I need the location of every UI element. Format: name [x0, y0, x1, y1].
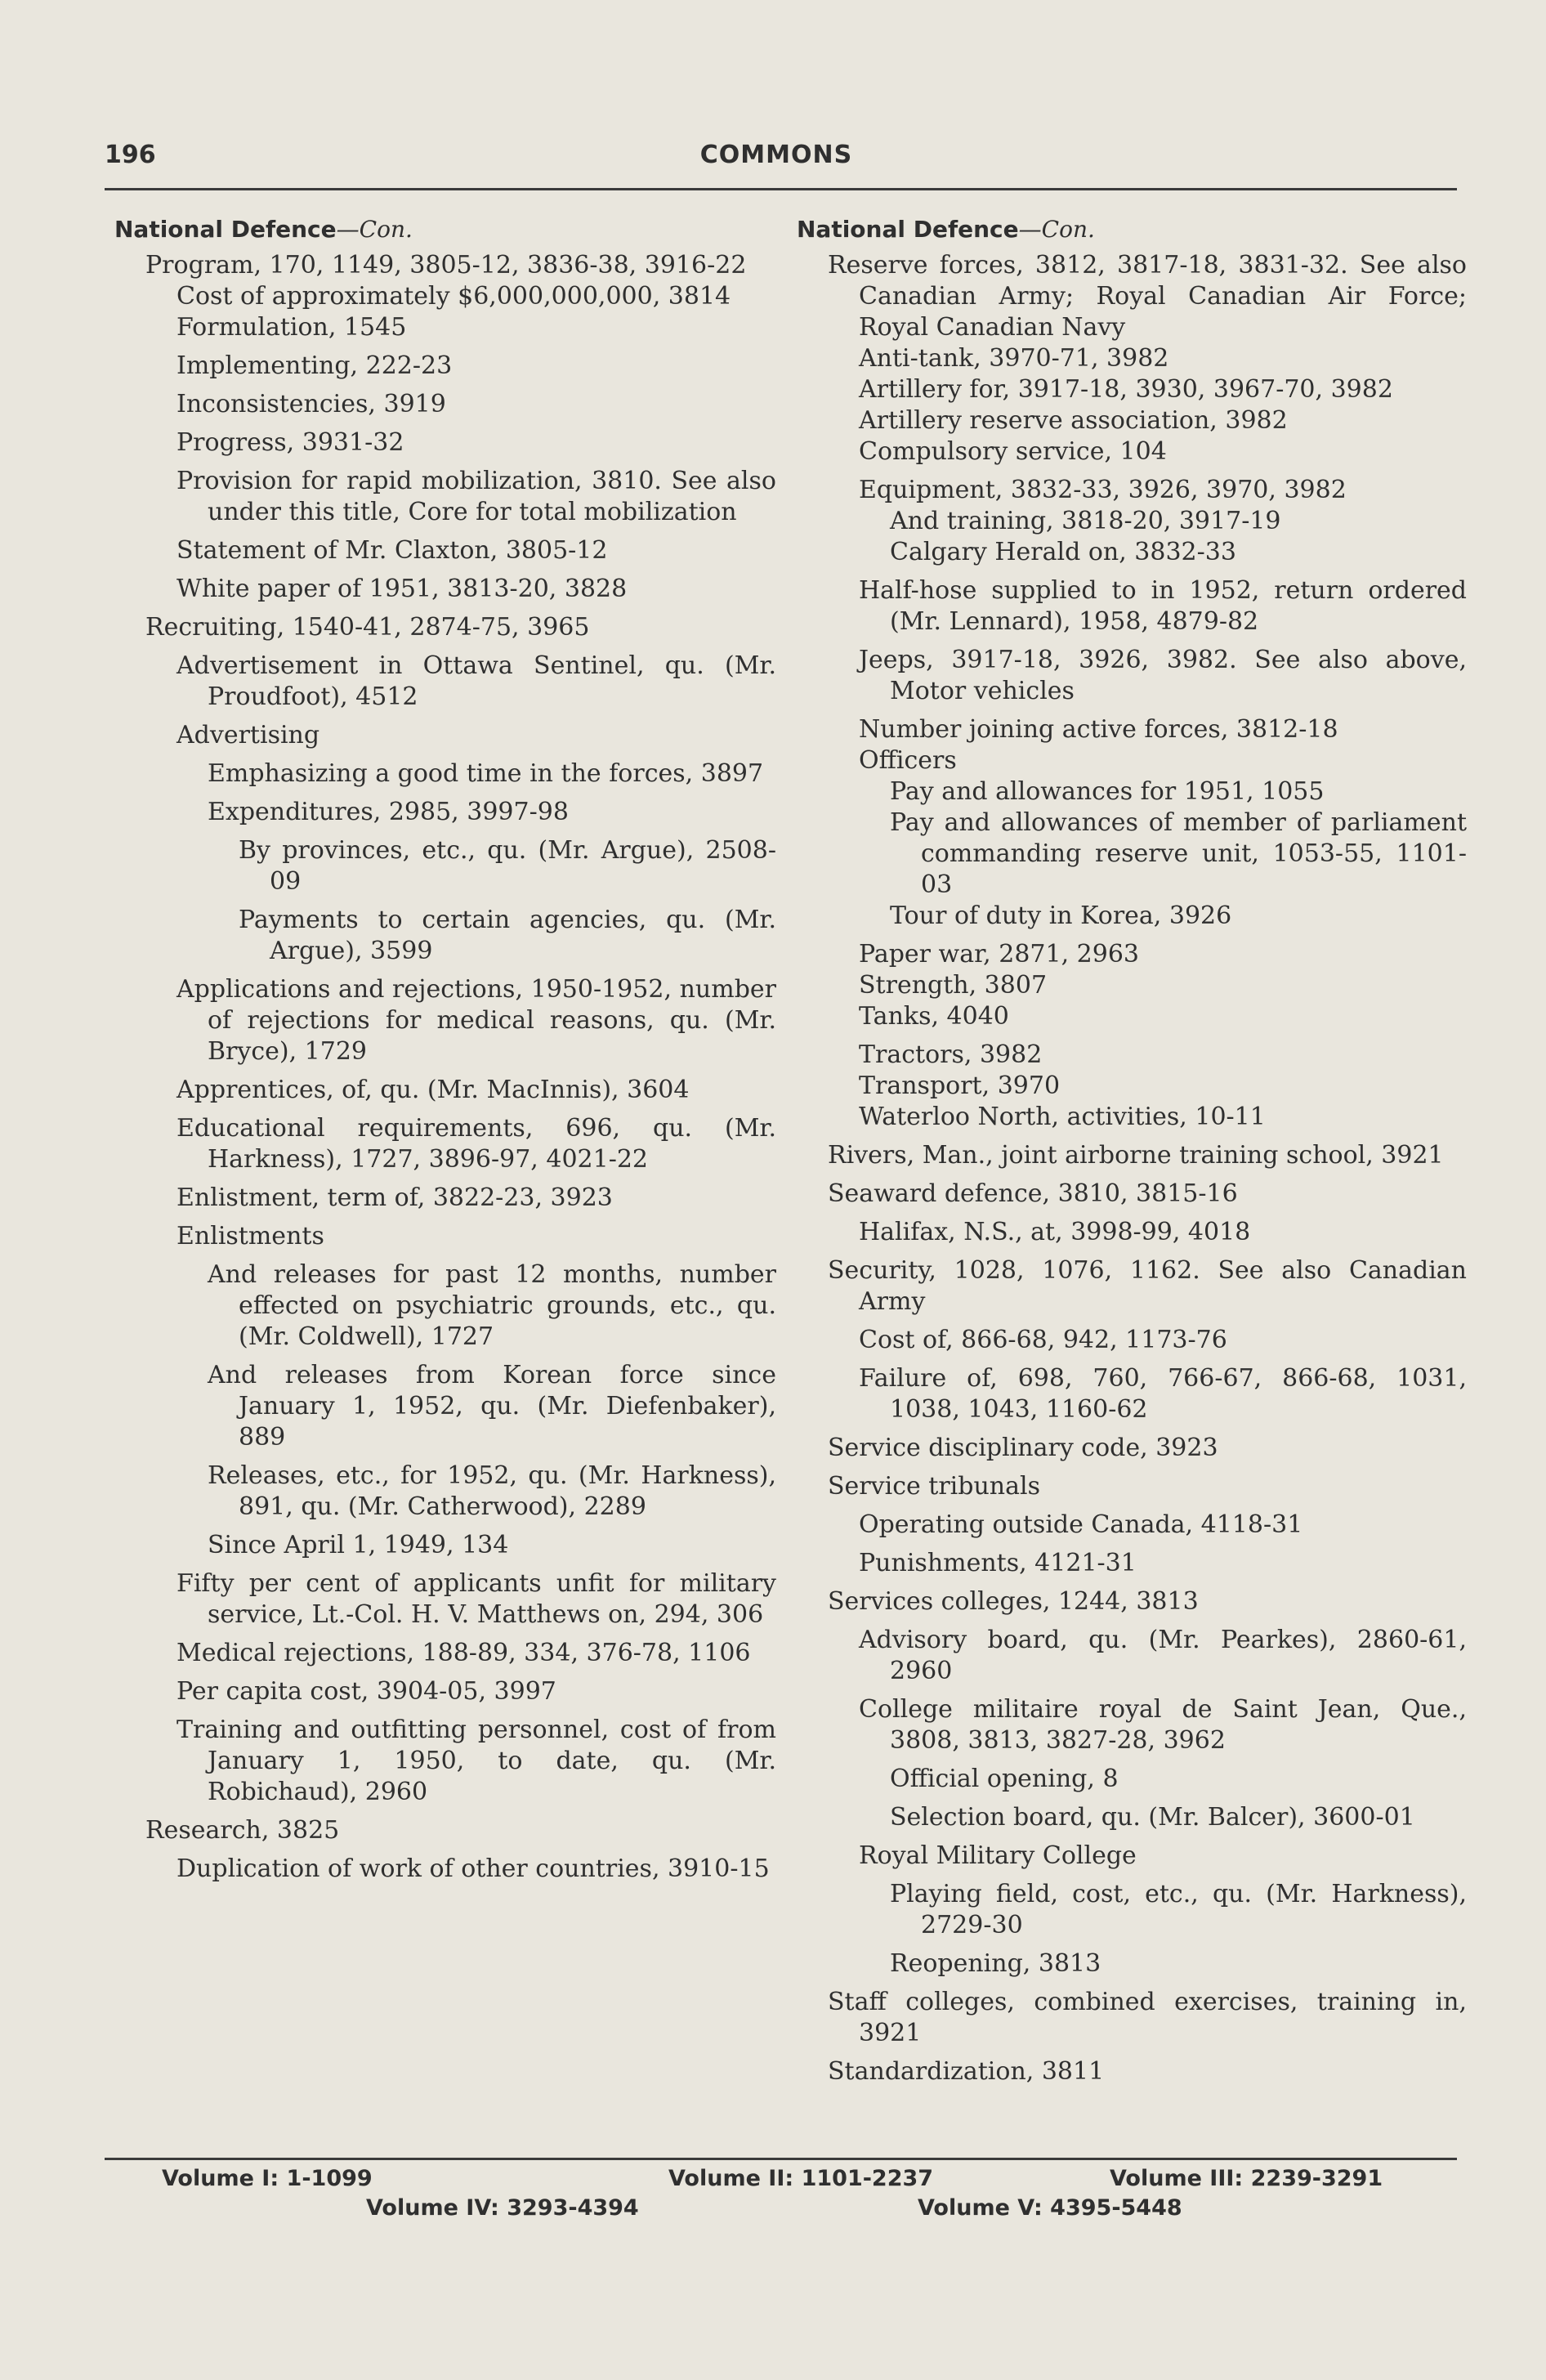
index-entry: Compulsory service, 104 [859, 437, 1167, 466]
index-entry: Training and outfitting personnel, cost of from January 1, 1950, to date, qu. (Mr. Robichaud), 2960 [176, 1716, 776, 1806]
index-entry: Halifax, N.S., at, 3998-99, 4018 [859, 1218, 1251, 1246]
index-entry: Reopening, 3813 [890, 1949, 1101, 1978]
index-entry: Failure of, 698, 760, 766-67, 866-68, 1031, 1038, 1043, 1160-62 [859, 1364, 1467, 1424]
index-entry: Duplication of work of other countries, 3910-15 [176, 1854, 770, 1883]
index-entry: And training, 3818-20, 3917-19 [890, 507, 1281, 535]
index-entry: Reserve forces, 3812, 3817-18, 3831-32. See also Canadian Army; Royal Canadian Air Force; Royal Canadian Navy [828, 251, 1467, 342]
index-entry: Inconsistencies, 3919 [176, 390, 446, 418]
index-entry: Rivers, Man., joint airborne training school, 3921 [828, 1141, 1444, 1170]
index-entry: Officers [859, 746, 957, 775]
index-entry: Research, 3825 [145, 1816, 340, 1845]
index-entry: Cost of, 866-68, 942, 1173-76 [859, 1326, 1227, 1354]
page-number: 196 [105, 141, 156, 169]
index-entry: Royal Military College [859, 1841, 1137, 1870]
index-entry: Implementing, 222-23 [176, 351, 453, 380]
index-entry: Program, 170, 1149, 3805-12, 3836-38, 3916-22 [145, 251, 747, 280]
index-entry: Equipment, 3832-33, 3926, 3970, 3982 [859, 476, 1347, 504]
section-heading [797, 214, 1467, 245]
index-entry: Paper war, 2871, 2963 [859, 940, 1140, 969]
index-entry: Medical rejections, 188-89, 334, 376-78, 1106 [176, 1639, 751, 1667]
index-entry: Waterloo North, activities, 10-11 [859, 1103, 1266, 1131]
index-entry: By provinces, etc., qu. (Mr. Argue), 2508-09 [239, 836, 776, 896]
index-entry: Formulation, 1545 [176, 313, 407, 342]
index-entry: Tour of duty in Korea, 3926 [890, 901, 1232, 930]
index-column-right [797, 214, 1467, 2095]
section-heading [114, 214, 776, 245]
index-entry: Tanks, 4040 [859, 1002, 1009, 1031]
index-entry: Service disciplinary code, 3923 [828, 1434, 1218, 1462]
index-column-left [114, 214, 776, 1892]
index-entry: Advertisement in Ottawa Sentinel, qu. (Mr. Proudfoot), 4512 [176, 651, 776, 711]
index-entry: Progress, 3931-32 [176, 428, 404, 457]
index-entry: Recruiting, 1540-41, 2874-75, 3965 [145, 613, 590, 642]
index-entry: Emphasizing a good time in the forces, 3897 [208, 759, 764, 788]
index-entry: Playing field, cost, etc., qu. (Mr. Harkness), 2729-30 [890, 1880, 1467, 1939]
index-entry: Half-hose supplied to in 1952, return ordered (Mr. Lennard), 1958, 4879-82 [859, 576, 1467, 636]
index-entry: Advertising [176, 721, 320, 749]
index-entry: White paper of 1951, 3813-20, 3828 [176, 575, 628, 603]
index-entry: Payments to certain agencies, qu. (Mr. Argue), 3599 [239, 906, 776, 965]
index-entry: Staff colleges, combined exercises, training in, 3921 [828, 1988, 1467, 2047]
continued-mark: —Con. [1018, 216, 1095, 243]
index-entry: Artillery for, 3917-18, 3930, 3967-70, 3982 [859, 375, 1393, 404]
index-entry: Transport, 3970 [859, 1071, 1061, 1100]
index-entry: Jeeps, 3917-18, 3926, 3982. See also above, Motor vehicles [859, 646, 1467, 705]
index-entry: Applications and rejections, 1950-1952, number of rejections for medical reasons, qu. (Mr. Bryce), 1729 [176, 975, 776, 1066]
volume-2-range: Volume II: 1101-2237 [668, 2166, 934, 2191]
index-entry: And releases for past 12 months, number effected on psychiatric grounds, etc., qu. (Mr. Coldwell), 1727 [208, 1260, 776, 1351]
index-entry: Enlistments [176, 1222, 324, 1250]
index-entry: Statement of Mr. Claxton, 3805-12 [176, 536, 608, 565]
section-heading-text: National Defence [114, 216, 337, 243]
volume-5-range: Volume V: 4395-5448 [918, 2195, 1182, 2221]
footer-rule [105, 2158, 1457, 2160]
index-entry: Per capita cost, 3904-05, 3997 [176, 1677, 556, 1706]
index-entry: And releases from Korean force since January 1, 1952, qu. (Mr. Diefenbaker), 889 [208, 1361, 776, 1452]
index-entry: Strength, 3807 [859, 971, 1048, 1000]
index-entry: Expenditures, 2985, 3997-98 [208, 798, 569, 826]
index-entry: Advisory board, qu. (Mr. Pearkes), 2860-61, 2960 [859, 1626, 1467, 1685]
index-entry: Provision for rapid mobilization, 3810. See also under this title, Core for total mobilization [176, 467, 776, 526]
index-entry: Artillery reserve association, 3982 [859, 406, 1288, 435]
index-entry: Educational requirements, 696, qu. (Mr. Harkness), 1727, 3896-97, 4021-22 [176, 1114, 776, 1174]
index-entry: Fifty per cent of applicants unfit for military service, Lt.-Col. H. V. Matthews on, 294, 306 [176, 1569, 776, 1629]
index-entry: Anti-tank, 3970-71, 3982 [859, 344, 1169, 373]
index-entry: Services colleges, 1244, 3813 [828, 1587, 1199, 1616]
index-entry: Releases, etc., for 1952, qu. (Mr. Harkness), 891, qu. (Mr. Catherwood), 2289 [208, 1461, 776, 1521]
index-entry: Number joining active forces, 3812-18 [859, 715, 1338, 744]
index-entry: Official opening, 8 [890, 1765, 1119, 1793]
page-title: COMMONS [699, 141, 853, 169]
index-entry: Since April 1, 1949, 134 [208, 1531, 509, 1559]
index-entry: Seaward defence, 3810, 3815-16 [828, 1179, 1238, 1208]
index-entry: Enlistment, term of, 3822-23, 3923 [176, 1183, 613, 1212]
index-entry: Tractors, 3982 [859, 1040, 1043, 1069]
index-entry: Selection board, qu. (Mr. Balcer), 3600-01 [890, 1803, 1415, 1832]
index-entry: Standardization, 3811 [828, 2057, 1105, 2086]
volume-4-range: Volume IV: 3293-4394 [366, 2195, 639, 2221]
index-entry: College militaire royal de Saint Jean, Que., 3808, 3813, 3827-28, 3962 [859, 1695, 1467, 1755]
header-rule [105, 188, 1457, 190]
section-heading-text: National Defence [797, 216, 1019, 243]
volume-3-range: Volume III: 2239-3291 [1110, 2166, 1383, 2191]
index-entry: Pay and allowances for 1951, 1055 [890, 777, 1325, 806]
index-entry: Pay and allowances of member of parliament commanding reserve unit, 1053-55, 1101-03 [890, 808, 1467, 899]
index-entry: Apprentices, of, qu. (Mr. MacInnis), 3604 [176, 1076, 690, 1104]
index-entry: Security, 1028, 1076, 1162. See also Canadian Army [828, 1256, 1467, 1316]
index-entry: Punishments, 4121-31 [859, 1549, 1137, 1577]
index-entry: Cost of approximately $6,000,000,000, 3814 [176, 282, 731, 311]
index-entry: Calgary Herald on, 3832-33 [890, 538, 1236, 566]
continued-mark: —Con. [336, 216, 413, 243]
index-entry: Operating outside Canada, 4118-31 [859, 1510, 1303, 1539]
index-entry: Service tribunals [828, 1472, 1040, 1501]
volume-1-range: Volume I: 1-1099 [162, 2166, 373, 2191]
